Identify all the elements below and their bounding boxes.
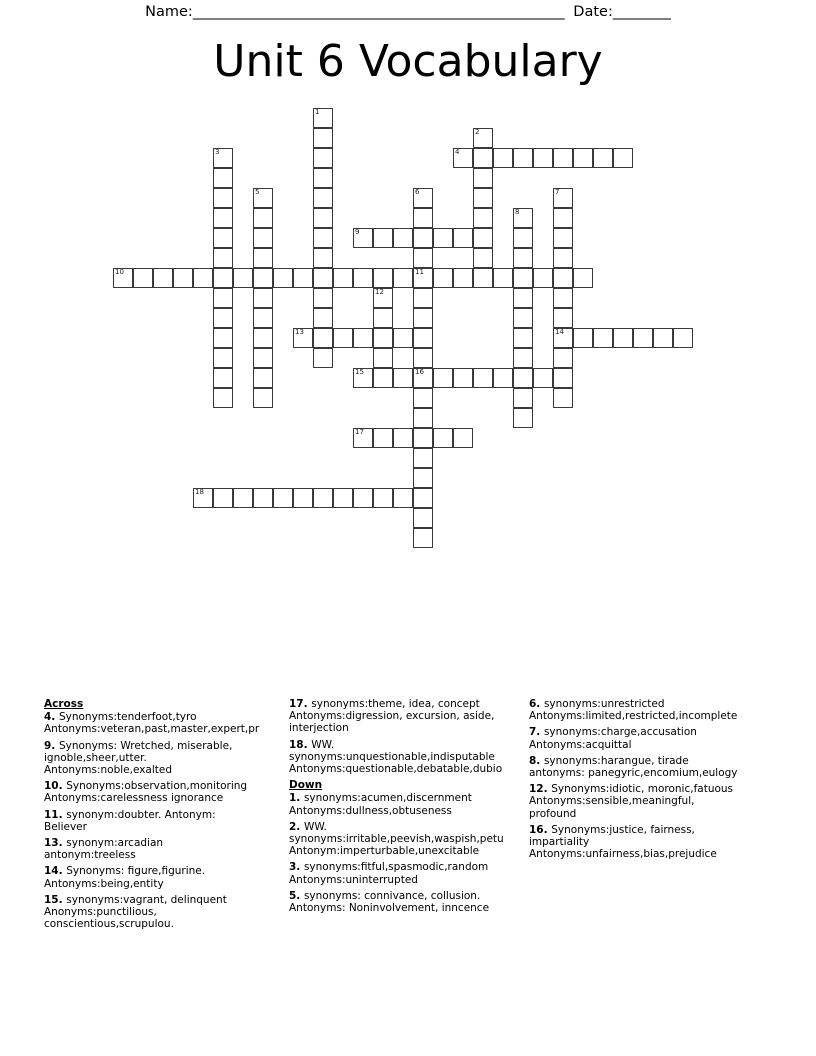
grid-cell[interactable] <box>553 268 573 288</box>
grid-cell[interactable] <box>573 268 593 288</box>
grid-cell[interactable] <box>273 488 293 508</box>
grid-cell[interactable] <box>413 488 433 508</box>
grid-cell[interactable] <box>413 508 433 528</box>
clue-number: 15. <box>44 893 67 906</box>
grid-cell[interactable] <box>573 328 593 348</box>
grid-cell-number: 9 <box>355 228 360 236</box>
grid-cell-number: 17 <box>355 428 364 436</box>
grid-cell-number: 11 <box>415 268 424 276</box>
clue-number: 13. <box>44 837 67 850</box>
grid-cell[interactable] <box>413 468 433 488</box>
grid-cell-number: 18 <box>195 488 204 496</box>
grid-cell[interactable] <box>313 228 333 248</box>
grid-cell[interactable] <box>213 328 233 348</box>
grid-cell[interactable] <box>393 368 413 388</box>
grid-cell[interactable] <box>433 268 453 288</box>
grid-cell[interactable] <box>553 348 573 368</box>
clue-line: 18. WW. <box>289 738 335 751</box>
clue-line: Antonyms:veteran,past,master,expert,pr <box>44 723 260 736</box>
grid-cell[interactable] <box>513 288 533 308</box>
grid-cell[interactable] <box>313 108 333 128</box>
clue-line: Antonyms:being,entity <box>44 877 164 890</box>
grid-cell[interactable] <box>473 268 493 288</box>
clue-item <box>529 824 777 861</box>
date-label: Date: <box>573 4 613 20</box>
clue-line: 4. Synonyms:tenderfoot,tyro <box>44 711 197 724</box>
grid-cell[interactable] <box>253 248 273 268</box>
grid-cell[interactable] <box>413 328 433 348</box>
grid-cell[interactable] <box>353 368 373 388</box>
grid-cell-number: 15 <box>355 368 364 376</box>
grid-cell[interactable] <box>313 488 333 508</box>
grid-cell-number: 7 <box>555 188 560 196</box>
grid-cell[interactable] <box>253 488 273 508</box>
grid-cell[interactable] <box>373 308 393 328</box>
grid-cell[interactable] <box>413 368 433 388</box>
grid-cell[interactable] <box>213 308 233 328</box>
grid-cell-number: 1 <box>315 108 320 116</box>
grid-cell[interactable] <box>613 328 633 348</box>
grid-cell[interactable] <box>413 448 433 468</box>
grid-cell[interactable] <box>553 248 573 268</box>
grid-cell[interactable] <box>453 148 473 168</box>
grid-cell[interactable] <box>313 248 333 268</box>
grid-cell-number: 16 <box>415 368 424 376</box>
clue-line: interjection <box>289 722 349 735</box>
clue-line: 8. synonyms:harangue, tirade <box>529 754 689 767</box>
clue-line: profound <box>529 807 577 820</box>
clue-line: synonyms:unquestionable,indisputable <box>289 750 495 763</box>
grid-cell-number: 3 <box>215 148 220 156</box>
grid-cell[interactable] <box>313 168 333 188</box>
clue-number: 8. <box>529 754 544 767</box>
clue-line: Antonyms:limited,restricted,incomplete <box>529 710 738 723</box>
clue-line: Antonyms:acquittal <box>529 738 632 751</box>
grid-cell[interactable] <box>413 288 433 308</box>
clue-number: 16. <box>529 823 552 836</box>
clue-item <box>44 740 284 777</box>
clue-column-left <box>44 698 284 934</box>
clue-number: 9. <box>44 739 59 752</box>
clue-line: 9. Synonyms: Wretched, miserable, <box>44 739 233 752</box>
clue-item <box>44 711 284 735</box>
grid-cell[interactable] <box>553 388 573 408</box>
clue-line: 3. synonyms:fitful,spasmodic,random <box>289 861 489 874</box>
grid-cell[interactable] <box>253 208 273 228</box>
clue-line: 6. synonyms:unrestricted <box>529 698 665 710</box>
grid-cell[interactable] <box>533 368 553 388</box>
across-heading: Across <box>44 698 84 710</box>
clue-number: 17. <box>289 698 312 710</box>
clue-number: 18. <box>289 738 312 751</box>
grid-cell[interactable] <box>473 368 493 388</box>
grid-cell[interactable] <box>413 228 433 248</box>
grid-cell[interactable] <box>213 388 233 408</box>
grid-cell[interactable] <box>413 308 433 328</box>
grid-cell[interactable] <box>533 148 553 168</box>
grid-cell[interactable] <box>153 268 173 288</box>
grid-cell-number: 4 <box>455 148 460 156</box>
grid-cell[interactable] <box>413 408 433 428</box>
grid-cell[interactable] <box>353 268 373 288</box>
grid-cell[interactable] <box>313 208 333 228</box>
grid-cell[interactable] <box>313 308 333 328</box>
grid-cell[interactable] <box>333 488 353 508</box>
clue-line: 10. Synonyms:observation,monitoring <box>44 780 248 793</box>
grid-cell[interactable] <box>373 268 393 288</box>
grid-cell[interactable] <box>413 428 433 448</box>
grid-cell[interactable] <box>413 528 433 548</box>
grid-cell[interactable] <box>513 228 533 248</box>
grid-cell[interactable] <box>333 328 353 348</box>
clue-column-middle <box>289 698 529 918</box>
clue-line: Antonyms: Noninvolvement, inncence <box>289 902 490 915</box>
grid-cell[interactable] <box>493 268 513 288</box>
grid-cell-number: 8 <box>515 208 520 216</box>
clue-line: Antonym:imperturbable,unexcitable <box>289 845 480 858</box>
grid-cell[interactable] <box>473 188 493 208</box>
grid-cell[interactable] <box>433 228 453 248</box>
page-title: Unit 6 Vocabulary <box>213 36 603 87</box>
grid-cell[interactable] <box>373 368 393 388</box>
grid-cell[interactable] <box>313 128 333 148</box>
clue-item <box>289 792 529 816</box>
grid-cell[interactable] <box>113 268 133 288</box>
clue-number: 1. <box>289 792 304 805</box>
grid-cell-number: 10 <box>115 268 124 276</box>
grid-cell[interactable] <box>473 148 493 168</box>
clue-item <box>289 821 529 858</box>
grid-cell[interactable] <box>553 328 573 348</box>
clue-line: 17. synonyms:theme, idea, concept <box>289 698 480 710</box>
grid-cell[interactable] <box>473 208 493 228</box>
grid-cell[interactable] <box>173 268 193 288</box>
grid-cell[interactable] <box>313 148 333 168</box>
clue-line: 1. synonyms:acumen,discernment <box>289 792 472 805</box>
grid-cell[interactable] <box>253 368 273 388</box>
grid-cell[interactable] <box>553 288 573 308</box>
grid-cell[interactable] <box>353 328 373 348</box>
grid-cell[interactable] <box>213 148 233 168</box>
clue-number: 11. <box>44 808 67 821</box>
clue-line: impartiality <box>529 836 590 849</box>
grid-cell[interactable] <box>553 148 573 168</box>
grid-cell[interactable] <box>373 348 393 368</box>
grid-cell[interactable] <box>573 148 593 168</box>
grid-cell[interactable] <box>313 268 333 288</box>
grid-cell[interactable] <box>493 148 513 168</box>
grid-cell[interactable] <box>393 328 413 348</box>
grid-cell[interactable] <box>593 148 613 168</box>
clue-line: 15. synonyms:vagrant, delinquent <box>44 893 227 906</box>
grid-cell[interactable] <box>473 128 493 148</box>
grid-cell-number: 2 <box>475 128 480 136</box>
clue-line: 11. synonym:doubter. Antonym: <box>44 808 216 821</box>
clue-item <box>44 809 284 833</box>
clue-line: 5. synonyms: connivance, collusion. <box>289 889 481 902</box>
clue-column-right <box>529 698 777 864</box>
grid-cell[interactable] <box>553 188 573 208</box>
clue-item <box>289 698 529 735</box>
clue-number: 4. <box>44 711 59 724</box>
grid-cell[interactable] <box>313 288 333 308</box>
grid-cell[interactable] <box>253 388 273 408</box>
clue-number: 7. <box>529 726 544 739</box>
date-write-line[interactable]: ________ <box>612 4 671 20</box>
clue-line: antonyms: panegyric,encomium,eulogy <box>529 767 738 780</box>
grid-cell[interactable] <box>453 368 473 388</box>
grid-cell[interactable] <box>633 328 653 348</box>
grid-cell[interactable] <box>553 228 573 248</box>
clue-item <box>44 865 284 889</box>
grid-cell[interactable] <box>413 188 433 208</box>
grid-cell-number: 14 <box>555 328 564 336</box>
grid-cell[interactable] <box>513 208 533 228</box>
grid-cell[interactable] <box>513 308 533 328</box>
grid-cell[interactable] <box>353 228 373 248</box>
clue-number: 6. <box>529 698 544 710</box>
grid-cell[interactable] <box>253 288 273 308</box>
clue-number: 5. <box>289 889 304 902</box>
clue-line: 14. Synonyms: figure,figurine. <box>44 865 206 878</box>
grid-cell[interactable] <box>553 368 573 388</box>
grid-cell[interactable] <box>473 168 493 188</box>
grid-cell[interactable] <box>353 488 373 508</box>
grid-cell[interactable] <box>353 428 373 448</box>
grid-cell[interactable] <box>313 328 333 348</box>
grid-cell[interactable] <box>213 228 233 248</box>
grid-cell[interactable] <box>133 268 153 288</box>
clue-item <box>289 890 529 914</box>
clue-line: Antonyms:uninterrupted <box>289 873 418 886</box>
clue-line: conscientious,scrupulou. <box>44 918 174 931</box>
grid-cell[interactable] <box>513 248 533 268</box>
grid-cell[interactable] <box>213 188 233 208</box>
grid-cell[interactable] <box>253 228 273 248</box>
grid-cell[interactable] <box>213 268 233 288</box>
grid-cell[interactable] <box>553 308 573 328</box>
grid-cell[interactable] <box>553 208 573 228</box>
grid-cell[interactable] <box>213 288 233 308</box>
grid-cell[interactable] <box>433 428 453 448</box>
grid-cell[interactable] <box>373 488 393 508</box>
grid-cell[interactable] <box>313 188 333 208</box>
grid-cell[interactable] <box>293 328 313 348</box>
grid-cell[interactable] <box>313 348 333 368</box>
grid-cell[interactable] <box>513 388 533 408</box>
clue-item <box>289 739 529 776</box>
grid-cell[interactable] <box>513 408 533 428</box>
grid-cell[interactable] <box>673 328 693 348</box>
grid-cell[interactable] <box>253 308 273 328</box>
grid-cell-number: 12 <box>375 288 384 296</box>
clue-item <box>529 698 777 722</box>
clue-number: 12. <box>529 783 552 796</box>
grid-cell[interactable] <box>513 328 533 348</box>
clue-number: 14. <box>44 865 67 878</box>
clue-number: 3. <box>289 861 304 874</box>
clue-line: 13. synonym:arcadian <box>44 837 164 850</box>
grid-cell-number: 13 <box>295 328 304 336</box>
grid-cell[interactable] <box>273 268 293 288</box>
grid-cell[interactable] <box>253 328 273 348</box>
name-write-line[interactable]: _______________________________________________________ <box>192 4 565 20</box>
grid-cell[interactable] <box>413 348 433 368</box>
clue-line: Anonyms:punctilious, <box>44 906 157 919</box>
grid-cell[interactable] <box>213 368 233 388</box>
clue-line: ignoble,sheer,utter. <box>44 751 147 764</box>
grid-cell[interactable] <box>373 328 393 348</box>
grid-cell[interactable] <box>513 368 533 388</box>
grid-cell[interactable] <box>453 268 473 288</box>
clue-line: Antonyms:dullness,obtuseness <box>289 804 452 817</box>
clue-lists <box>0 698 816 998</box>
grid-cell[interactable] <box>233 488 253 508</box>
grid-cell[interactable] <box>193 488 213 508</box>
grid-cell-number: 5 <box>255 188 260 196</box>
grid-cell[interactable] <box>253 348 273 368</box>
clue-line: 7. synonyms:charge,accusation <box>529 726 697 739</box>
grid-cell[interactable] <box>293 268 313 288</box>
grid-cell[interactable] <box>213 348 233 368</box>
grid-cell[interactable] <box>613 148 633 168</box>
clue-item <box>44 837 284 861</box>
grid-cell[interactable] <box>513 268 533 288</box>
grid-cell[interactable] <box>433 368 453 388</box>
grid-cell[interactable] <box>413 208 433 228</box>
clue-line: Antonyms:carelessness ignorance <box>44 792 224 805</box>
clue-item <box>44 780 284 804</box>
clue-item <box>289 861 529 885</box>
clue-number: 2. <box>289 820 304 833</box>
grid-cell[interactable] <box>253 268 273 288</box>
clue-line: synonyms:irritable,peevish,waspish,petu <box>289 833 504 846</box>
grid-cell[interactable] <box>393 268 413 288</box>
grid-cell[interactable] <box>213 168 233 188</box>
grid-cell[interactable] <box>593 328 613 348</box>
grid-cell[interactable] <box>213 248 233 268</box>
name-label: Name: <box>145 4 193 20</box>
grid-cell[interactable] <box>373 288 393 308</box>
clue-line: 12. Synonyms:idiotic, moronic,fatuous <box>529 783 734 796</box>
grid-cell[interactable] <box>413 388 433 408</box>
grid-cell[interactable] <box>413 268 433 288</box>
clue-item <box>529 755 777 779</box>
clue-line: 2. WW. <box>289 820 327 833</box>
clue-line: antonym:treeless <box>44 849 136 862</box>
grid-cell[interactable] <box>233 268 253 288</box>
clue-item <box>529 783 777 820</box>
grid-cell[interactable] <box>333 268 353 288</box>
clue-item <box>529 726 777 750</box>
clue-line: Antonyms:digression, excursion, aside, <box>289 710 495 723</box>
clue-line: Antonyms:sensible,meaningful, <box>529 795 695 808</box>
clue-item <box>44 894 284 931</box>
grid-cell[interactable] <box>393 428 413 448</box>
grid-cell[interactable] <box>453 428 473 448</box>
clue-line: Believer <box>44 820 87 833</box>
clue-line: Antonyms:noble,exalted <box>44 764 173 777</box>
grid-cell[interactable] <box>533 268 553 288</box>
grid-cell-number: 6 <box>415 188 420 196</box>
grid-cell[interactable] <box>373 428 393 448</box>
clue-line: 16. Synonyms:justice, fairness, <box>529 823 695 836</box>
grid-cell[interactable] <box>493 368 513 388</box>
grid-cell[interactable] <box>293 488 313 508</box>
grid-cell[interactable] <box>513 148 533 168</box>
grid-cell[interactable] <box>213 488 233 508</box>
grid-cell[interactable] <box>213 208 233 228</box>
grid-cell[interactable] <box>473 228 493 248</box>
clue-number: 10. <box>44 780 67 793</box>
grid-cell[interactable] <box>413 248 433 268</box>
grid-cell[interactable] <box>253 188 273 208</box>
grid-cell[interactable] <box>653 328 673 348</box>
grid-cell[interactable] <box>373 228 393 248</box>
down-heading: Down <box>289 779 323 792</box>
clue-line: Antonyms:questionable,debatable,dubio <box>289 763 503 776</box>
grid-cell[interactable] <box>393 228 413 248</box>
grid-cell[interactable] <box>193 268 213 288</box>
grid-cell[interactable] <box>393 488 413 508</box>
grid-cell[interactable] <box>453 228 473 248</box>
clue-line: Antonyms:unfairness,bias,prejudice <box>529 848 717 861</box>
grid-cell[interactable] <box>473 248 493 268</box>
grid-cell[interactable] <box>513 348 533 368</box>
